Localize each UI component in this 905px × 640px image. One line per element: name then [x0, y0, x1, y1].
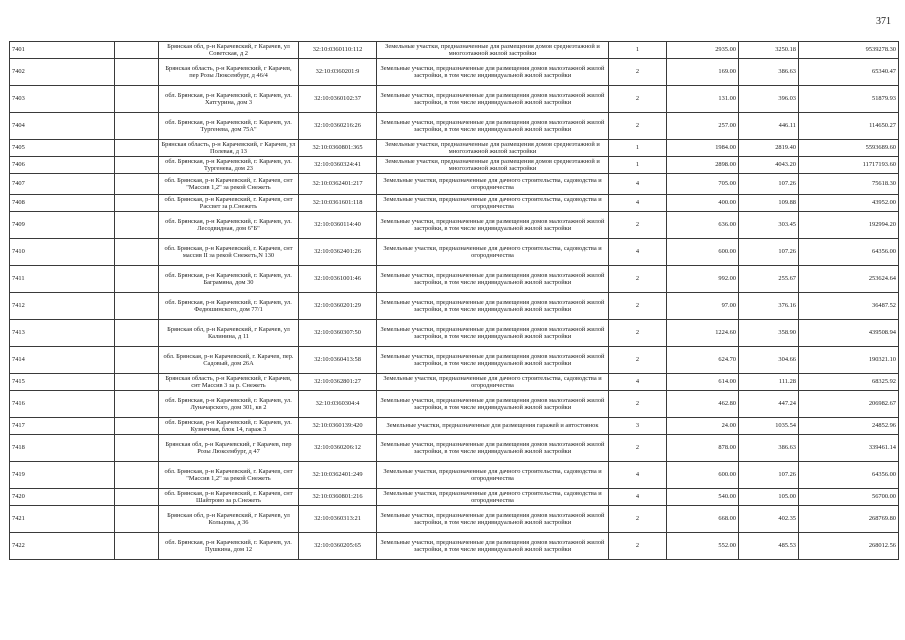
table-row [10, 489, 899, 506]
specific-value-cell: 2819.40 [739, 140, 799, 157]
category-code-cell: 2 [609, 59, 667, 86]
row-number-cell: 7410 [10, 239, 115, 266]
land-use-cell: Земельные участки, предназначенные для размещения домов малоэтажной жилой застройки, в том числе индивидуальной жилой застройки [377, 506, 609, 533]
land-use-cell: Земельные участки, предназначенные для размещения домов малоэтажной жилой застройки, в том числе индивидуальной жилой застройки [377, 293, 609, 320]
spacer-cell [115, 435, 159, 462]
land-valuation-table [9, 41, 899, 560]
land-use-cell: Земельные участки, предназначенные для размещения домов малоэтажной жилой застройки, в том числе индивидуальной жилой застройки [377, 113, 609, 140]
address-cell: обл. Брянская, р-н Карачевский, г. Карачев, ул. Пушкина, дом 12 [159, 533, 299, 560]
cadastral-value-cell: 36487.52 [799, 293, 899, 320]
category-code-cell: 2 [609, 320, 667, 347]
spacer-cell [115, 157, 159, 174]
area-cell: 97.00 [667, 293, 739, 320]
cadastral-number-cell: 32:10:0360801:216 [299, 489, 377, 506]
address-cell: Брянская обл, р-н Карачевский, г Карачев, пер Розы Люксембург, д 47 [159, 435, 299, 462]
cadastral-number-cell: 32:10:0360307:50 [299, 320, 377, 347]
spacer-cell [115, 42, 159, 59]
specific-value-cell: 255.67 [739, 266, 799, 293]
specific-value-cell: 447.24 [739, 391, 799, 418]
cadastral-number-cell: 32:10:0360205:65 [299, 533, 377, 560]
table-row [10, 42, 899, 59]
table-row [10, 533, 899, 560]
row-number-cell: 7415 [10, 374, 115, 391]
spacer-cell [115, 212, 159, 239]
area-cell: 636.00 [667, 212, 739, 239]
spacer-cell [115, 140, 159, 157]
table-row [10, 113, 899, 140]
row-number-cell: 7414 [10, 347, 115, 374]
spacer-cell [115, 418, 159, 435]
cadastral-value-cell: 190321.10 [799, 347, 899, 374]
address-cell: обл. Брянская, р-н Карачевский, г. Карачев, ул. Федюшинского, дом 77/1 [159, 293, 299, 320]
address-cell: Брянская область, р-н Карачевский, г Карачев, ул Полевая, д 13 [159, 140, 299, 157]
address-cell: обл. Брянская, р-н Карачевский, г. Карачев, ул. Баграмяна, дом 30 [159, 266, 299, 293]
area-cell: 668.00 [667, 506, 739, 533]
area-cell: 2935.00 [667, 42, 739, 59]
land-use-cell: Земельные участки, предназначенные для дачного строительства, садоводства и огородничества [377, 374, 609, 391]
cadastral-value-cell: 65340.47 [799, 59, 899, 86]
row-number-cell: 7409 [10, 212, 115, 239]
row-number-cell: 7406 [10, 157, 115, 174]
cadastral-number-cell: 32:10:0360324:41 [299, 157, 377, 174]
specific-value-cell: 304.66 [739, 347, 799, 374]
table-row [10, 195, 899, 212]
specific-value-cell: 303.45 [739, 212, 799, 239]
cadastral-number-cell: 32:10:0360102:37 [299, 86, 377, 113]
row-number-cell: 7411 [10, 266, 115, 293]
page-number: 371 [876, 16, 891, 27]
table-row [10, 391, 899, 418]
cadastral-number-cell: 32:10:0360313:21 [299, 506, 377, 533]
table-row [10, 157, 899, 174]
area-cell: 600.00 [667, 239, 739, 266]
row-number-cell: 7402 [10, 59, 115, 86]
category-code-cell: 2 [609, 506, 667, 533]
category-code-cell: 1 [609, 157, 667, 174]
row-number-cell: 7404 [10, 113, 115, 140]
spacer-cell [115, 195, 159, 212]
cadastral-number-cell: 32:10:0362401:217 [299, 174, 377, 195]
land-use-cell: Земельные участки, предназначенные для размещения домов малоэтажной жилой застройки, в том числе индивидуальной жилой застройки [377, 391, 609, 418]
spacer-cell [115, 533, 159, 560]
table-row [10, 59, 899, 86]
cadastral-number-cell: 32:10:0360139:420 [299, 418, 377, 435]
category-code-cell: 4 [609, 174, 667, 195]
cadastral-value-cell: 439508.94 [799, 320, 899, 347]
row-number-cell: 7412 [10, 293, 115, 320]
cadastral-value-cell: 268769.80 [799, 506, 899, 533]
land-use-cell: Земельные участки, предназначенные для размещения домов среднеэтажной и многоэтажной жилой застройки [377, 140, 609, 157]
spacer-cell [115, 86, 159, 113]
address-cell: обл. Брянская, р-н Карачевский, г. Карачев, ул. Луначарского, дом 301, кв 2 [159, 391, 299, 418]
address-cell: обл. Брянская, р-н Карачевский, г. Карачев, снт "Массив 1,2" за рекой Снежеть [159, 462, 299, 489]
area-cell: 400.00 [667, 195, 739, 212]
category-code-cell: 4 [609, 489, 667, 506]
category-code-cell: 4 [609, 239, 667, 266]
table-row [10, 239, 899, 266]
land-use-cell: Земельные участки, предназначенные для дачного строительства, садоводства и огородничества [377, 195, 609, 212]
cadastral-value-cell: 68325.92 [799, 374, 899, 391]
spacer-cell [115, 293, 159, 320]
spacer-cell [115, 506, 159, 533]
specific-value-cell: 446.11 [739, 113, 799, 140]
row-number-cell: 7421 [10, 506, 115, 533]
land-use-cell: Земельные участки, предназначенные для размещения домов среднеэтажной и многоэтажной жилой застройки [377, 42, 609, 59]
spacer-cell [115, 174, 159, 195]
category-code-cell: 1 [609, 42, 667, 59]
category-code-cell: 2 [609, 347, 667, 374]
area-cell: 705.00 [667, 174, 739, 195]
cadastral-number-cell: 32:10:0362801:27 [299, 374, 377, 391]
cadastral-number-cell: 32:10:0360201:9 [299, 59, 377, 86]
spacer-cell [115, 320, 159, 347]
spacer-cell [115, 347, 159, 374]
area-cell: 614.00 [667, 374, 739, 391]
category-code-cell: 3 [609, 418, 667, 435]
cadastral-number-cell: 32:10:0362401:249 [299, 462, 377, 489]
specific-value-cell: 485.53 [739, 533, 799, 560]
cadastral-number-cell: 32:10:0360114:40 [299, 212, 377, 239]
row-number-cell: 7413 [10, 320, 115, 347]
specific-value-cell: 402.35 [739, 506, 799, 533]
spacer-cell [115, 59, 159, 86]
cadastral-value-cell: 192994.20 [799, 212, 899, 239]
area-cell: 1984.00 [667, 140, 739, 157]
specific-value-cell: 3250.18 [739, 42, 799, 59]
address-cell: Брянская область, р-н Карачевский, г Карачев, снт Массив 3 за р. Снежеть [159, 374, 299, 391]
land-use-cell: Земельные участки, предназначенные для размещения домов малоэтажной жилой застройки, в том числе индивидуальной жилой застройки [377, 266, 609, 293]
land-use-cell: Земельные участки, предназначенные для размещения домов малоэтажной жилой застройки, в том числе индивидуальной жилой застройки [377, 59, 609, 86]
category-code-cell: 2 [609, 533, 667, 560]
category-code-cell: 2 [609, 266, 667, 293]
row-number-cell: 7407 [10, 174, 115, 195]
cadastral-value-cell: 9539278.30 [799, 42, 899, 59]
area-cell: 257.00 [667, 113, 739, 140]
cadastral-number-cell: 32:10:0361601:118 [299, 195, 377, 212]
land-use-cell: Земельные участки, предназначенные для размещения домов малоэтажной жилой застройки, в том числе индивидуальной жилой застройки [377, 86, 609, 113]
address-cell: Брянская обл, р-н Карачевский, г Карачев, ул Кольцова, д 36 [159, 506, 299, 533]
table-row [10, 174, 899, 195]
specific-value-cell: 386.63 [739, 59, 799, 86]
area-cell: 878.00 [667, 435, 739, 462]
area-cell: 131.00 [667, 86, 739, 113]
address-cell: обл. Брянская, р-н Карачевский, г. Карачев, ул. Кузнечная, блок 14, гараж 3 [159, 418, 299, 435]
land-use-cell: Земельные участки, предназначенные для размещения домов малоэтажной жилой застройки, в том числе индивидуальной жилой застройки [377, 212, 609, 239]
row-number-cell: 7408 [10, 195, 115, 212]
area-cell: 1224.60 [667, 320, 739, 347]
land-use-cell: Земельные участки, предназначенные для размещения домов малоэтажной жилой застройки, в том числе индивидуальной жилой застройки [377, 533, 609, 560]
specific-value-cell: 4043.20 [739, 157, 799, 174]
category-code-cell: 1 [609, 140, 667, 157]
area-cell: 540.00 [667, 489, 739, 506]
row-number-cell: 7419 [10, 462, 115, 489]
category-code-cell: 2 [609, 293, 667, 320]
spacer-cell [115, 391, 159, 418]
land-use-cell: Земельные участки, предназначенные для размещения гаражей и автостоянок [377, 418, 609, 435]
table-row [10, 418, 899, 435]
cadastral-number-cell: 32:10:0360206:12 [299, 435, 377, 462]
cadastral-value-cell: 75618.30 [799, 174, 899, 195]
address-cell: обл. Брянская, р-н Карачевский, г. Карачев, снт Рассвет за р.Снежеть [159, 195, 299, 212]
cadastral-value-cell: 253624.64 [799, 266, 899, 293]
cadastral-number-cell: 32:10:0360110:112 [299, 42, 377, 59]
cadastral-value-cell: 11717193.60 [799, 157, 899, 174]
area-cell: 462.80 [667, 391, 739, 418]
cadastral-number-cell: 32:10:0361001:46 [299, 266, 377, 293]
specific-value-cell: 105.00 [739, 489, 799, 506]
land-use-cell: Земельные участки, предназначенные для размещения домов малоэтажной жилой застройки, в том числе индивидуальной жилой застройки [377, 435, 609, 462]
cadastral-number-cell: 32:10:0360216:26 [299, 113, 377, 140]
table-row [10, 86, 899, 113]
land-use-cell: Земельные участки, предназначенные для дачного строительства, садоводства и огородничества [377, 489, 609, 506]
specific-value-cell: 386.63 [739, 435, 799, 462]
cadastral-value-cell: 64356.00 [799, 462, 899, 489]
row-number-cell: 7420 [10, 489, 115, 506]
area-cell: 24.00 [667, 418, 739, 435]
address-cell: Брянская обл, р-н Карачевский, г Карачев, ул Калинина, д 11 [159, 320, 299, 347]
cadastral-value-cell: 5593689.60 [799, 140, 899, 157]
land-use-cell: Земельные участки, предназначенные для дачного строительства, садоводства и огородничества [377, 239, 609, 266]
table-row [10, 506, 899, 533]
cadastral-value-cell: 206982.67 [799, 391, 899, 418]
address-cell: Брянская область, р-н Карачевский, г Карачев, пер Розы Люксембург, д 46/4 [159, 59, 299, 86]
spacer-cell [115, 239, 159, 266]
row-number-cell: 7418 [10, 435, 115, 462]
table-row [10, 435, 899, 462]
specific-value-cell: 107.26 [739, 239, 799, 266]
cadastral-number-cell: 32:10:0360304:4 [299, 391, 377, 418]
table-row [10, 212, 899, 239]
spacer-cell [115, 462, 159, 489]
land-use-cell: Земельные участки, предназначенные для размещения домов среднеэтажной и многоэтажной жилой застройки [377, 157, 609, 174]
cadastral-value-cell: 51879.93 [799, 86, 899, 113]
table-row [10, 462, 899, 489]
cadastral-number-cell: 32:10:0360801:365 [299, 140, 377, 157]
land-use-cell: Земельные участки, предназначенные для дачного строительства, садоводства и огородничества [377, 174, 609, 195]
table-row [10, 347, 899, 374]
spacer-cell [115, 374, 159, 391]
address-cell: обл. Брянская, р-н Карачевский, г. Карачев, пер. Садовый, дом 26А [159, 347, 299, 374]
row-number-cell: 7405 [10, 140, 115, 157]
address-cell: обл. Брянская, р-н Карачевский, г. Карачев, ул. Хатгурина, дом 3 [159, 86, 299, 113]
land-use-cell: Земельные участки, предназначенные для размещения домов малоэтажной жилой застройки, в том числе индивидуальной жилой застройки [377, 347, 609, 374]
specific-value-cell: 376.16 [739, 293, 799, 320]
address-cell: обл. Брянская, р-н Карачевский, г. Карачев, ул. Тургенева, дом 23 [159, 157, 299, 174]
specific-value-cell: 396.03 [739, 86, 799, 113]
row-number-cell: 7417 [10, 418, 115, 435]
cadastral-value-cell: 56700.00 [799, 489, 899, 506]
area-cell: 552.00 [667, 533, 739, 560]
category-code-cell: 2 [609, 86, 667, 113]
area-cell: 624.70 [667, 347, 739, 374]
row-number-cell: 7403 [10, 86, 115, 113]
specific-value-cell: 358.90 [739, 320, 799, 347]
cadastral-number-cell: 32:10:0360201:29 [299, 293, 377, 320]
cadastral-value-cell: 114650.27 [799, 113, 899, 140]
cadastral-value-cell: 24852.96 [799, 418, 899, 435]
specific-value-cell: 111.28 [739, 374, 799, 391]
table-row [10, 266, 899, 293]
area-cell: 600.00 [667, 462, 739, 489]
area-cell: 2898.00 [667, 157, 739, 174]
category-code-cell: 2 [609, 391, 667, 418]
spacer-cell [115, 266, 159, 293]
spacer-cell [115, 113, 159, 140]
row-number-cell: 7416 [10, 391, 115, 418]
category-code-cell: 2 [609, 113, 667, 140]
specific-value-cell: 107.26 [739, 462, 799, 489]
address-cell: обл. Брянская, р-н Карачевский, г. Карачев, ул. Тургенева, дом 75А" [159, 113, 299, 140]
area-cell: 992.00 [667, 266, 739, 293]
area-cell: 169.00 [667, 59, 739, 86]
cadastral-number-cell: 32:10:0362401:26 [299, 239, 377, 266]
category-code-cell: 4 [609, 462, 667, 489]
address-cell: обл. Брянская, р-н Карачевский, г. Карачев, снт массив II за рекой Снежеть,N 130 [159, 239, 299, 266]
address-cell: обл. Брянская, р-н Карачевский, г. Карачев, ул. Лесодвидная, дом 6"Б" [159, 212, 299, 239]
cadastral-value-cell: 268012.56 [799, 533, 899, 560]
spacer-cell [115, 489, 159, 506]
address-cell: обл. Брянская, р-н Карачевский, г. Карачев, снт Шайтрово за р.Снежеть [159, 489, 299, 506]
cadastral-value-cell: 64356.00 [799, 239, 899, 266]
address-cell: Брянская обл, р-н Карачевский, г Карачев, ул Советская, д 2 [159, 42, 299, 59]
specific-value-cell: 109.88 [739, 195, 799, 212]
address-cell: обл. Брянская, р-н Карачевский, г. Карачев, снт "Массив 1,2" за рекой Снежеть [159, 174, 299, 195]
category-code-cell: 2 [609, 212, 667, 239]
specific-value-cell: 1035.54 [739, 418, 799, 435]
table-row [10, 140, 899, 157]
land-use-cell: Земельные участки, предназначенные для дачного строительства, садоводства и огородничества [377, 462, 609, 489]
category-code-cell: 4 [609, 374, 667, 391]
row-number-cell: 7401 [10, 42, 115, 59]
category-code-cell: 4 [609, 195, 667, 212]
cadastral-value-cell: 339461.14 [799, 435, 899, 462]
table-row [10, 374, 899, 391]
cadastral-value-cell: 43952.00 [799, 195, 899, 212]
table-row [10, 293, 899, 320]
table-row [10, 320, 899, 347]
land-use-cell: Земельные участки, предназначенные для размещения домов малоэтажной жилой застройки, в том числе индивидуальной жилой застройки [377, 320, 609, 347]
table-body [10, 42, 899, 560]
cadastral-number-cell: 32:10:0360413:58 [299, 347, 377, 374]
category-code-cell: 2 [609, 435, 667, 462]
row-number-cell: 7422 [10, 533, 115, 560]
specific-value-cell: 107.26 [739, 174, 799, 195]
